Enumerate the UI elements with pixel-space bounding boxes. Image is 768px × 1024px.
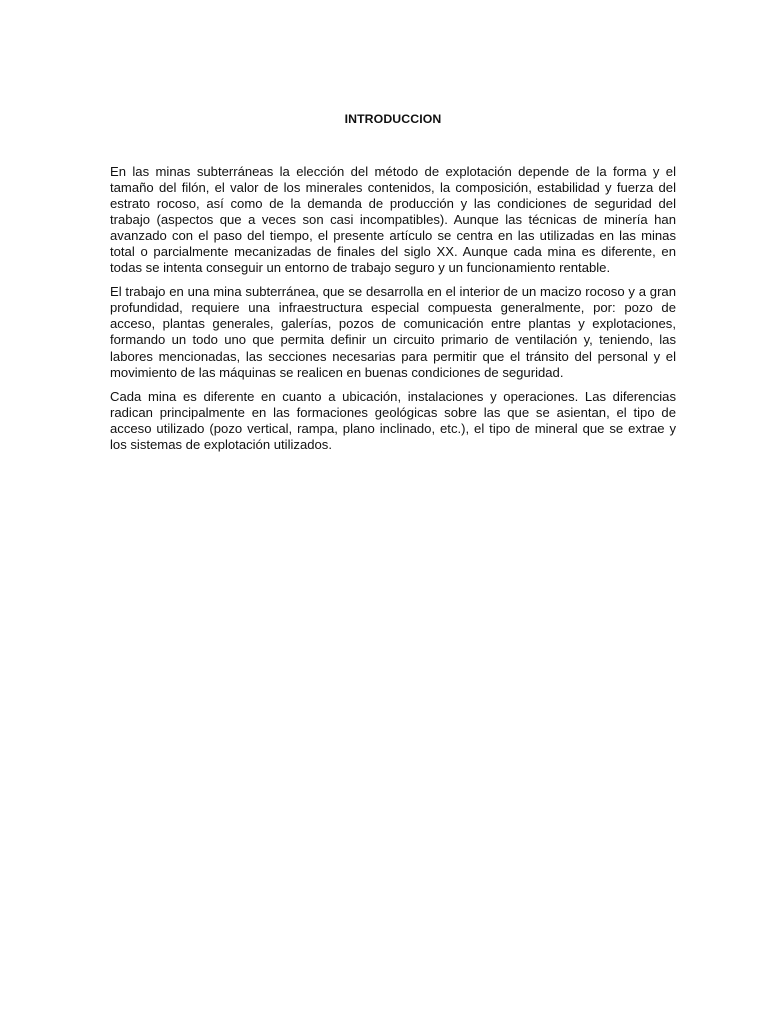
paragraph-3: Cada mina es diferente en cuanto a ubicación, instalaciones y operaciones. Las diferencias radican principalmente en las formaciones geológicas sobre las que se asientan, el tipo de acceso utilizado (pozo vertical, rampa, plano inclinado, etc.), el tipo de mineral que se extrae y los sistemas de explotación utilizados. [110, 388, 676, 452]
page-title: INTRODUCCION [344, 112, 442, 126]
paragraph-1: En las minas subterráneas la elección del método de explotación depende de la forma y el tamaño del filón, el valor de los minerales contenidos, la composición, estabilidad y fuerza del estrato rocoso, así como de la demanda de producción y las condiciones de seguridad del trabajo (aspectos que a veces son casi incompatibles). Aunque las técnicas de minería han avanzado con el paso del tiempo, el presente artículo se centra en las utilizadas en las minas total o parcialmente mecanizadas de finales del siglo XX. Aunque cada mina es diferente, en todas se intenta conseguir un entorno de trabajo seguro y un funcionamiento rentable. [110, 164, 676, 276]
document-body [110, 111, 676, 461]
paragraph-2: El trabajo en una mina subterránea, que se desarrolla en el interior de un macizo rocoso y a gran profundidad, requiere una infraestructura especial compuesta generalmente, por: pozo de acceso, plantas generales, galerías, pozos de comunicación entre plantas y explotaciones, formando un todo uno que permita definir un circuito primario de ventilación y, teniendo, las labores mencionadas, las secciones necesarias para permitir que el tránsito del personal y el movimiento de las máquinas se realicen en buenas condiciones de seguridad. [110, 284, 676, 380]
